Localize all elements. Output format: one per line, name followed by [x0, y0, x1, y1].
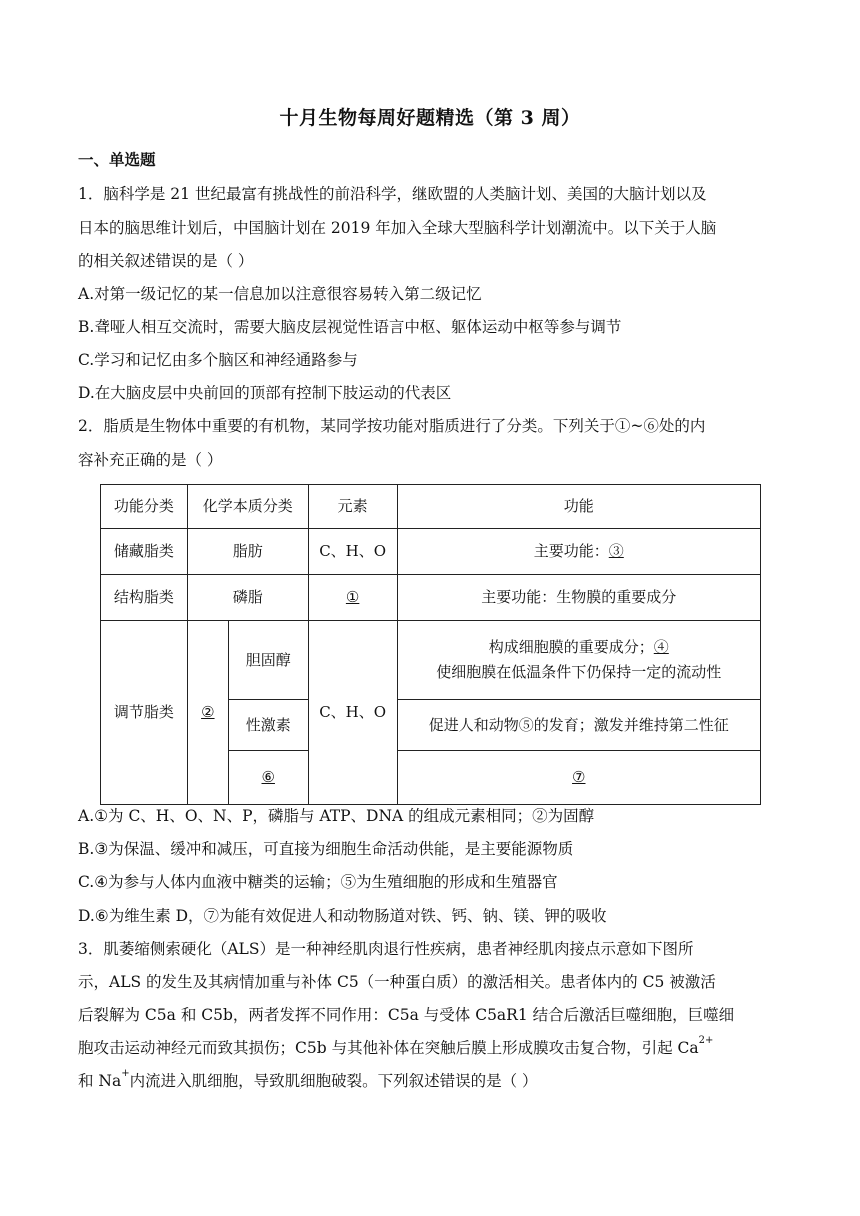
lipid-classification-table — [100, 484, 761, 805]
q1-line-2: 日本的脑思维计划后，中国脑计划在 2019 年加入全球大型脑科学计划潮流中。以下关于人脑 — [78, 219, 717, 237]
structural-elements — [308, 575, 397, 621]
regulatory-category: 调节脂类 — [101, 621, 188, 805]
q2-line-1: 2．脂质是生物体中重要的有机物，某同学按功能对脂质进行了分类。下列关于①~⑥处的内 — [78, 417, 706, 435]
q3-line-5-start: 和 Na — [78, 1072, 122, 1090]
page-title: 十月生物每周好题精选（第 3 周） — [279, 107, 581, 129]
regulatory-elements: C、H、O — [308, 621, 397, 805]
q1-option-d: D.在大脑皮层中央前回的顶部有控制下肢运动的代表区 — [78, 384, 452, 402]
section-heading: 一、单选题 — [78, 150, 156, 169]
structural-function: 主要功能：生物膜的重要成分 — [397, 575, 760, 621]
blank-mark-4: ④ — [653, 638, 669, 656]
q3-line-4-text: 胞攻击运动神经元而致其损伤；C5b 与其他补体在突触后膜上形成膜攻击复合物，引起 Ca — [78, 1039, 699, 1057]
structural-chemical: 磷脂 — [187, 575, 308, 621]
q2-line-2: 容补充正确的是（ ） — [78, 451, 223, 469]
cholesterol-name: 胆固醇 — [228, 621, 308, 700]
q3-line-5 — [78, 1069, 790, 1093]
sixth-name — [228, 751, 308, 805]
structural-category: 结构脂类 — [101, 575, 188, 621]
blank-mark-7: ⑦ — [572, 768, 586, 786]
table-row-cholesterol — [101, 621, 761, 700]
storage-elements: C、H、O — [308, 529, 397, 575]
blank-mark-3: ③ — [608, 542, 624, 560]
regulatory-chemical — [187, 621, 228, 805]
q2-option-b: B.③为保温、缓冲和减压，可直接为细胞生命活动供能，是主要能源物质 — [78, 840, 574, 858]
calcium-charge: 2+ — [698, 1035, 714, 1046]
q3-line-2: 示，ALS 的发生及其病情加重与补体 C5（一种蛋白质）的激活相关。患者体内的 C5 被激活 — [78, 973, 716, 991]
blank-mark-1: ① — [345, 588, 360, 606]
q1-option-a: A.对第一级记忆的某一信息加以注意很容易转入第二级记忆 — [78, 285, 482, 303]
storage-category: 储藏脂类 — [101, 529, 188, 575]
header-chemical-category: 化学本质分类 — [187, 485, 308, 529]
sex-hormone-function: 促进人和动物⑤的发育；激发并维持第二性征 — [397, 700, 760, 751]
q3-line-5-end: 内流进入肌细胞，导致肌细胞破裂。下列叙述错误的是（ ） — [129, 1072, 538, 1090]
q3-line-1: 3．肌萎缩侧索硬化（ALS）是一种神经肌肉退行性疾病，患者神经肌肉接点示意如下图所 — [78, 940, 694, 958]
cholesterol-function — [397, 621, 760, 700]
sex-hormone-name: 性激素 — [228, 700, 308, 751]
q1-line-3: 的相关叙述错误的是（ ） — [78, 252, 254, 270]
sixth-function — [397, 751, 760, 805]
q3-line-4 — [78, 1036, 790, 1060]
storage-function — [397, 529, 760, 575]
q1-option-c: C.学习和记忆由多个脑区和神经通路参与 — [78, 351, 358, 369]
storage-chemical: 脂肪 — [187, 529, 308, 575]
blank-mark-2: ② — [201, 703, 215, 721]
table-row-storage — [101, 529, 761, 575]
q2-option-a: A.①为 C、H、O、N、P，磷脂与 ATP、DNA 的组成元素相同；②为固醇 — [78, 807, 595, 825]
blank-mark-6: ⑥ — [261, 768, 275, 786]
header-elements: 元素 — [308, 485, 397, 529]
table-header-row — [101, 485, 761, 529]
cholesterol-function-line-2: 使细胞膜在低温条件下仍保持一定的流动性 — [436, 663, 722, 681]
storage-function-prefix: 主要功能： — [533, 542, 609, 560]
cholesterol-function-line-1 — [398, 635, 760, 660]
q2-option-d: D.⑥为维生素 D，⑦为能有效促进人和动物肠道对铁、钙、钠、镁、钾的吸收 — [78, 907, 607, 925]
q1-option-b: B.聋哑人相互交流时，需要大脑皮层视觉性语言中枢、躯体运动中枢等参与调节 — [78, 318, 622, 336]
header-function: 功能 — [397, 485, 760, 529]
q1-line-1: 1．脑科学是 21 世纪最富有挑战性的前沿科学，继欧盟的人类脑计划、美国的大脑计划以及 — [78, 185, 707, 203]
cholesterol-function-prefix: 构成细胞膜的重要成分； — [488, 638, 654, 656]
q3-line-3: 后裂解为 C5a 和 C5b，两者发挥不同作用：C5a 与受体 C5aR1 结合后激活巨噬细胞，巨噬细 — [78, 1006, 735, 1024]
header-function-category: 功能分类 — [101, 485, 188, 529]
q2-option-c: C.④为参与人体内血液中糖类的运输；⑤为生殖细胞的形成和生殖器官 — [78, 873, 558, 891]
sodium-charge: + — [121, 1068, 130, 1079]
table-row-structural — [101, 575, 761, 621]
